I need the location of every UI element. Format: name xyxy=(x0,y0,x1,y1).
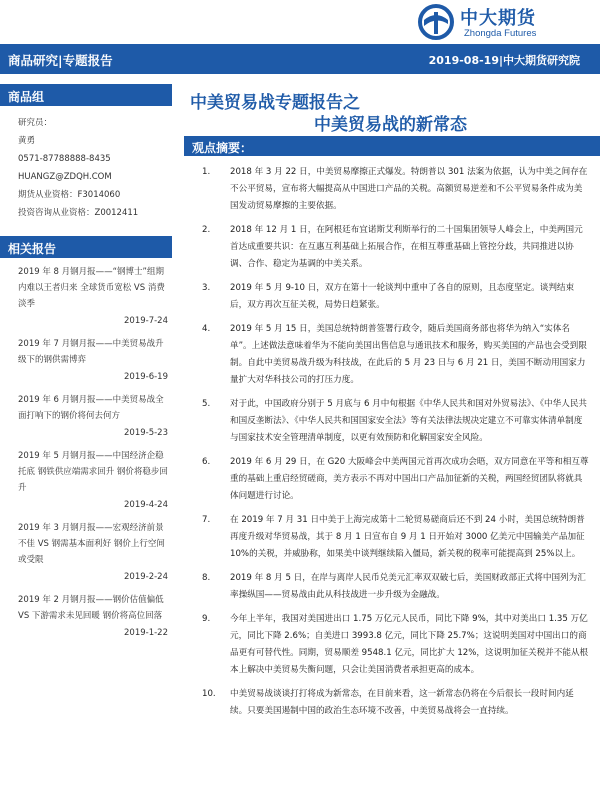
related-reports-list xyxy=(0,264,182,642)
summary-point xyxy=(190,396,590,447)
point-number: 10. xyxy=(202,689,216,699)
related-report-date: 2019-6-19 xyxy=(124,372,168,382)
logo-chinese-name: 中大期货 xyxy=(460,8,536,29)
researcher-label: 研究员： xyxy=(18,118,53,128)
summary-point xyxy=(190,686,590,720)
point-text: 2019 年 6 月 29 日，在 G20 大阪峰会中美两国元首再次成功会晤，双方同意在平等和相互尊重的基础上重启经贸磋商，美方表示不再对中国出口产品加征新的关税，两国经贸团队将就具体问题进行讨论。 xyxy=(230,457,589,501)
point-number: 7. xyxy=(202,515,211,525)
point-text: 2018 年 3 月 22 日，中美贸易摩擦正式爆发。特朗普以 301 法案为依据，认为中美之间存在不公平贸易，宣布将大幅提高从中国进口产品的关税。高额贸易逆差和不公平贸易条件成为美国发动贸易摩擦的主要依据。 xyxy=(230,167,588,211)
summary-points xyxy=(190,164,590,727)
consulting-qualification: 投资咨询从业资格：Z0012411 xyxy=(18,208,139,218)
summary-point xyxy=(190,222,590,273)
futures-qualification: 期货从业资格：F3014060 xyxy=(18,190,121,200)
related-report-date: 2019-4-24 xyxy=(124,500,168,510)
report-title-line1: 中美贸易战专题报告之 xyxy=(190,93,360,113)
related-report-date: 2019-5-23 xyxy=(124,428,168,438)
related-report-title[interactable]: 2019 年 3 月钢月报——宏观经济前景不佳 VS 钢需基本面利好 钢价上行空间或受限 xyxy=(18,523,165,565)
main-content xyxy=(190,84,592,800)
header-bar xyxy=(0,44,600,74)
point-number: 9. xyxy=(202,614,211,624)
point-number: 1. xyxy=(202,167,211,177)
point-number: 3. xyxy=(202,283,211,293)
logo-english-name: Zhongda Futures xyxy=(464,28,537,39)
researcher-phone: 0571-87788888-8435 xyxy=(18,154,111,164)
point-text: 2019 年 5 月 15 日，美国总统特朗普签署行政令，随后美国商务部也将华为纳入“实体名单”。上述做法意味着华为不能向美国出售信息与通讯技术和服务，购买美国的产品也会受到限制。自此中美贸易战升级为科技战，在此后的 5 月 23 日与 6 月 21 日，美国不断动用国家力量扩大对华科技公司的打压力度。 xyxy=(230,324,587,385)
researcher-name: 黄勇 xyxy=(18,136,36,146)
summary-point xyxy=(190,280,590,314)
point-number: 4. xyxy=(202,324,211,334)
point-text: 对于此，中国政府分别于 5 月底与 6 月中旬根据《中华人民共和国对外贸易法》、《中华人民共和国反垄断法》、《中华人民共和国国家安全法》等有关法律法规决定建立不可靠实体清单制度与国家技术安全管理清单制度，以更有效预防和化解国家安全风险。 xyxy=(230,399,588,443)
related-reports-title: 相关报告 xyxy=(0,236,172,258)
point-number: 8. xyxy=(202,573,211,583)
summary-point xyxy=(190,611,590,679)
report-title-line2: 中美贸易战的新常态 xyxy=(314,115,467,135)
point-text: 2019 年 5 月 9-10 日，双方在第十一轮谈判中重申了各自的原则，且态度坚定。谈判结束后，双方再次互征关税，局势日趋紧张。 xyxy=(230,283,575,310)
point-text: 中美贸易战谈谈打打将成为新常态，在目前来看，这一新常态仍将在今后很长一段时间内延续。只要美国遏制中国的政治生态环境不改善，中美贸易战将会一直持续。 xyxy=(230,689,574,716)
sidebar xyxy=(0,84,182,800)
summary-point xyxy=(190,164,590,215)
point-number: 2. xyxy=(202,225,211,235)
summary-heading: 观点摘要： xyxy=(184,136,600,156)
researcher-info xyxy=(0,106,182,222)
related-report-date: 2019-1-22 xyxy=(124,628,168,638)
point-text: 今年上半年，我国对美国进出口 1.75 万亿元人民币，同比下降 9%，其中对美出口 1.35 万亿元，同比下降 2.6%；自美进口 3993.8 亿元，同比下降 25.7%；这说明美国对中国出口的商品更有可替代性。同期，贸易顺差 9548.1 亿元，同比扩大 12%，这说明加征关税并不能从根本上解决中美贸易失衡问题，只会让美国消费者承担更高的成本。 xyxy=(230,614,589,675)
related-report-title[interactable]: 2019 年 5 月钢月报——中国经济企稳托底 钢铁供应端需求回升 钢价将稳步回升 xyxy=(18,451,168,493)
summary-point xyxy=(190,321,590,389)
related-report-title[interactable]: 2019 年 8 月钢月报——“钢博士”组期内难以王者归来 全球货币宽松 VS 消费淡季 xyxy=(18,267,165,309)
zhongda-logo-icon xyxy=(418,4,454,40)
related-report-date: 2019-2-24 xyxy=(124,572,168,582)
related-report-title[interactable]: 2019 年 2 月钢月报——钢价估值偏低 VS 下游需求未见回暖 钢价将高位回落 xyxy=(18,595,164,621)
researcher-email[interactable]: HUANGZ@ZDQH.COM xyxy=(18,172,112,182)
point-text: 2019 年 8 月 5 日，在岸与离岸人民币兑美元汇率双双破七后，美国财政部正式将中国列为汇率操纵国——贸易战由此从科技战进一步升级为金融战。 xyxy=(230,573,586,600)
point-number: 5. xyxy=(202,399,211,409)
related-report-title[interactable]: 2019 年 7 月钢月报——中美贸易战升级下的钢供需博弈 xyxy=(18,339,164,365)
point-text: 2018 年 12 月 1 日，在阿根廷布宜诺斯艾利斯举行的二十国集团领导人峰会上，中美两国元首达成重要共识：在互惠互利基础上拓展合作，在相互尊重基础上管控分歧，共同推进以协调、合作、稳定为基调的中美关系。 xyxy=(230,225,583,269)
summary-point xyxy=(190,512,590,563)
summary-point xyxy=(190,570,590,604)
report-category: 商品研究|专题报告 xyxy=(8,53,113,68)
summary-point xyxy=(190,454,590,505)
related-report-title[interactable]: 2019 年 6 月钢月报——中美贸易战全面打响下的钢价将何去何方 xyxy=(18,395,164,421)
related-report-date: 2019-7-24 xyxy=(124,316,168,326)
sidebar-group-title: 商品组 xyxy=(0,84,172,106)
point-number: 6. xyxy=(202,457,211,467)
point-text: 在 2019 年 7 月 31 日中美于上海完成第十二轮贸易磋商后还不到 24 小时，美国总统特朗普再度升级对华贸易战，其于 8 月 1 日宣布自 9 月 1 日开始对 3000 亿美元中国输美产品加征 10%的关税，并威胁称，如果美中谈判继续陷入僵局，新关税的税率可能提高到 25%以上。 xyxy=(230,515,585,559)
company-logo xyxy=(418,2,598,42)
report-date-source: 2019-08-19|中大期货研究院 xyxy=(428,54,580,67)
